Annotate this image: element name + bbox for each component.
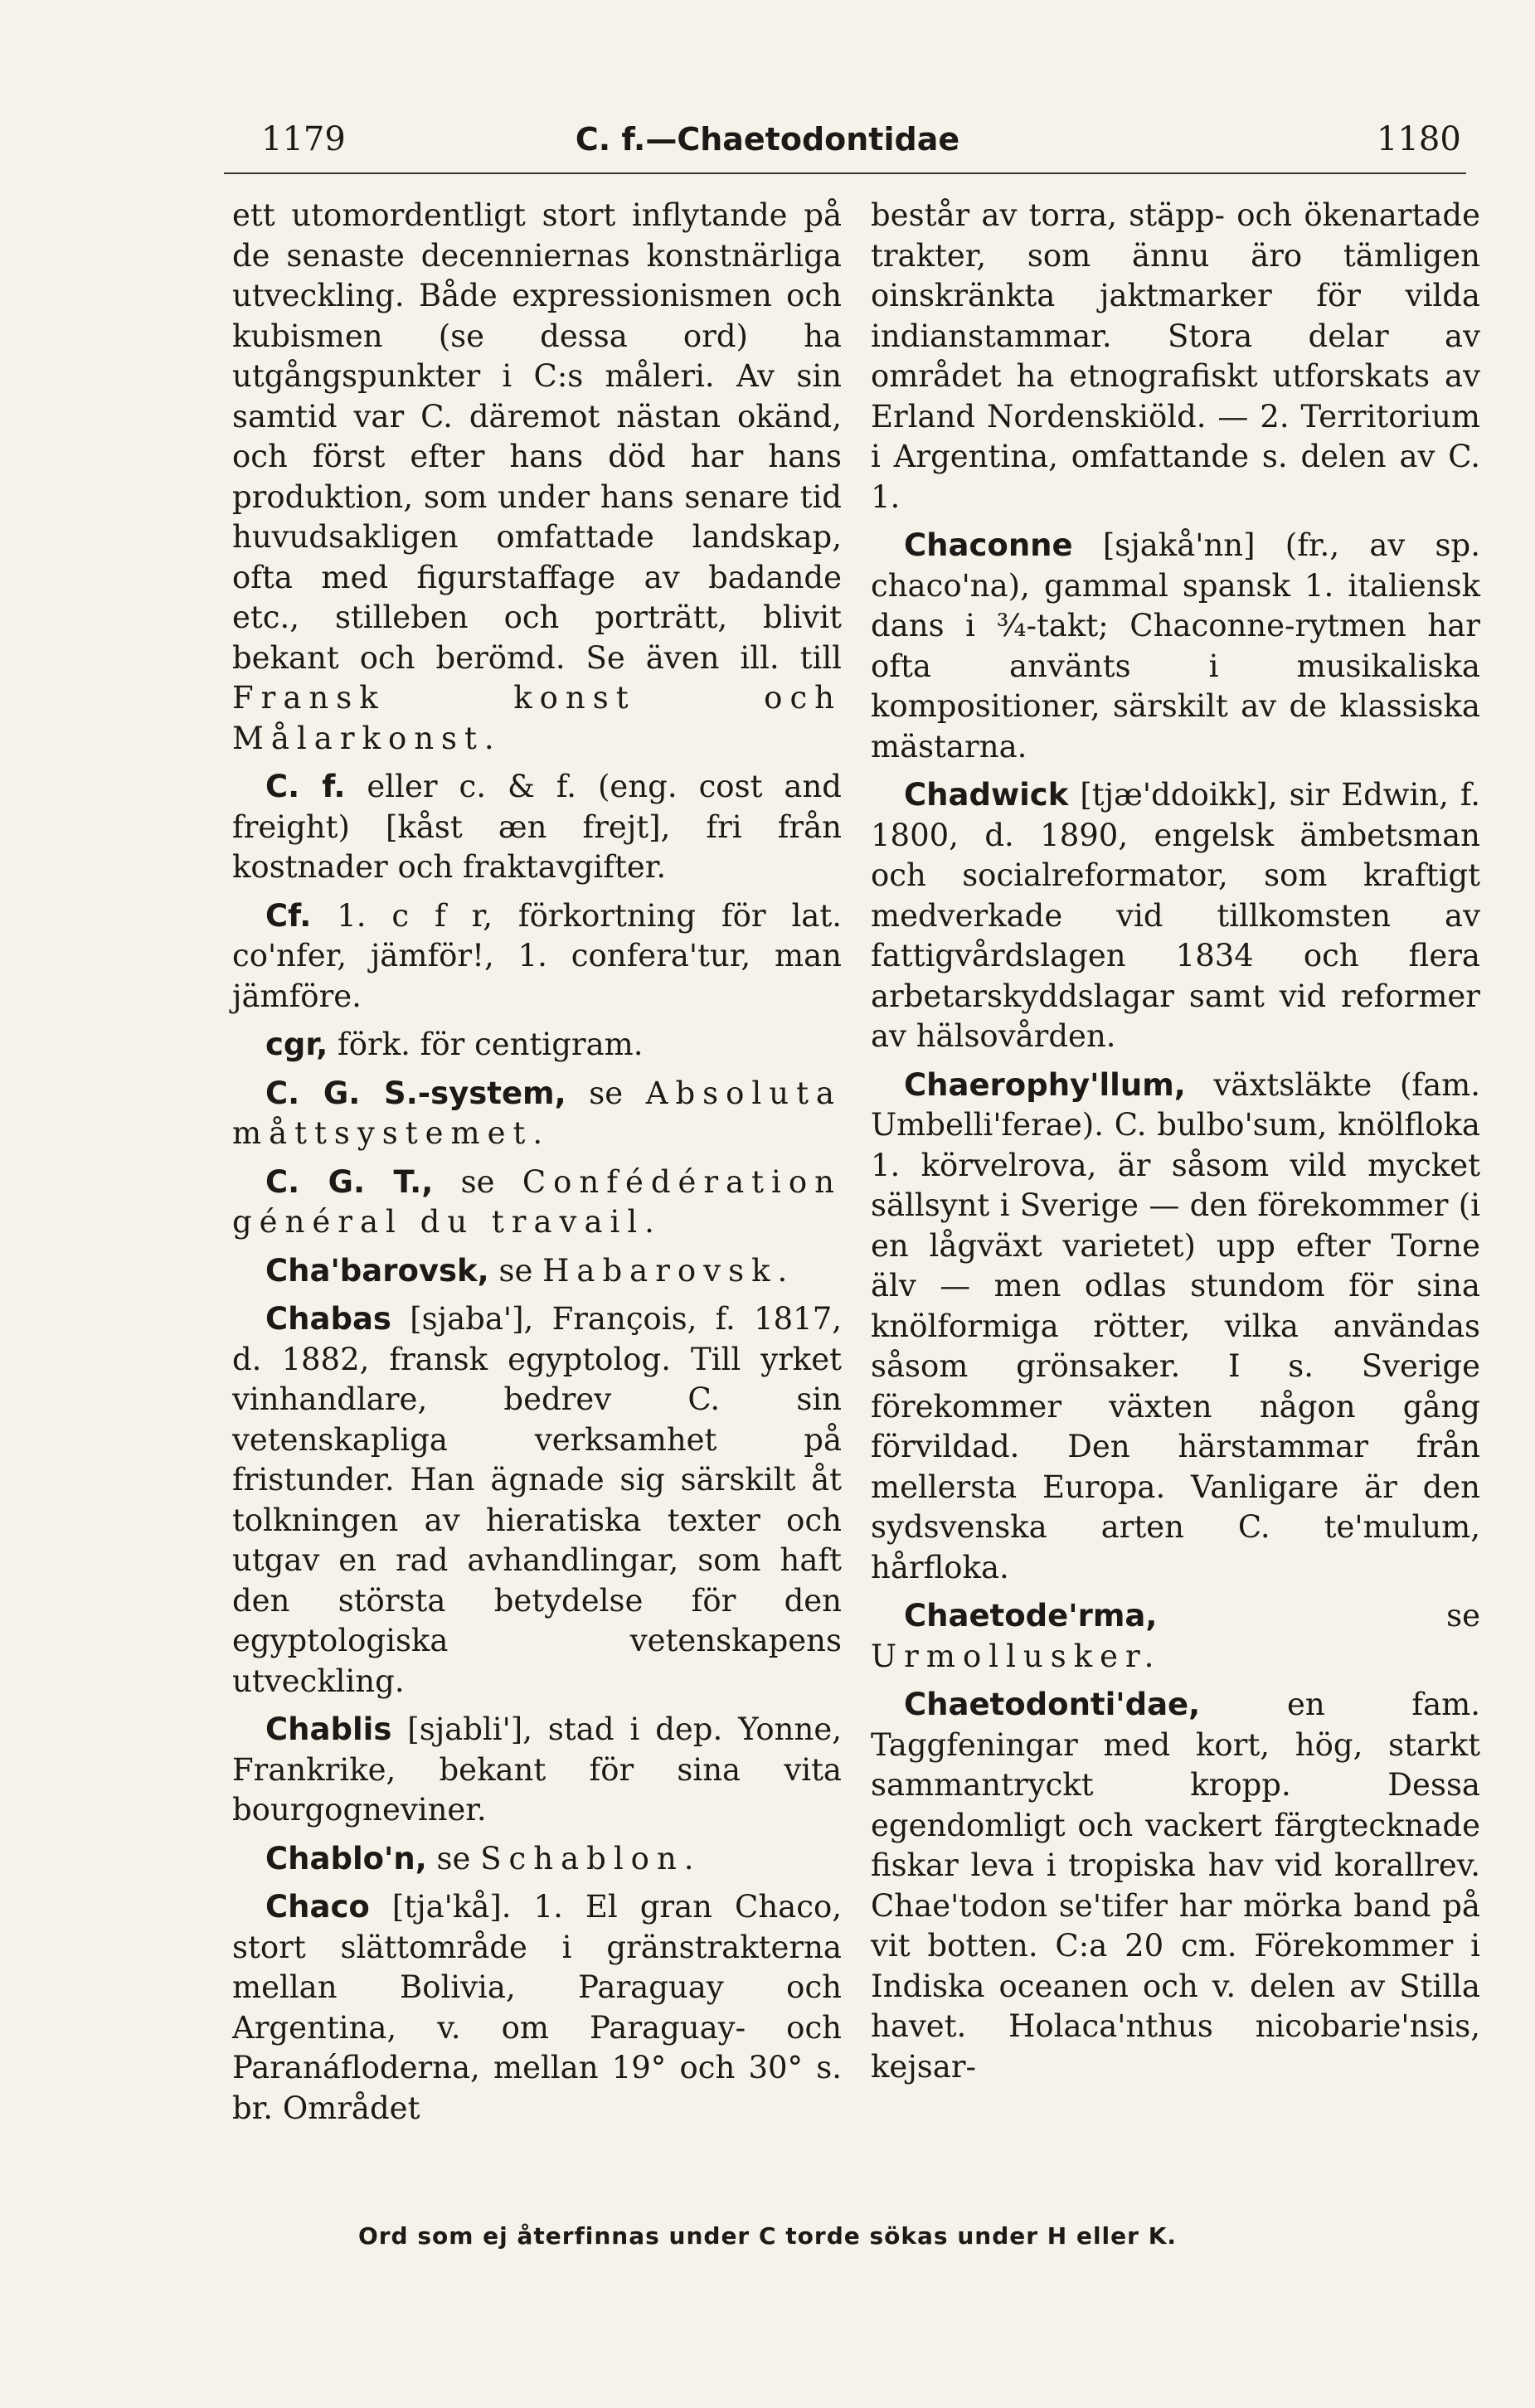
entry-chabas: Chabas [sjaba'], François, f. 1817, d. 1882, fransk egyptolog. Till yrket vinhandlare, bedrev C. sin vetenskapliga verksamhet på fristunder. Han ägnade sig särskilt åt tolkningen av hieratiska texter och utgav en rad avhandlingar, som haft den största betydelse för den egyptologiska vetenskapens utveckling. [232, 1301, 842, 1699]
headword: Chaetode'rma, [904, 1598, 1158, 1634]
entry-chablis: Chablis [sjabli'], stad i dep. Yonne, Frankrike, bekant för sina vita bourgogneviner. [232, 1711, 842, 1828]
headword: Cf. [265, 897, 312, 934]
page-number-right: 1180 [1377, 120, 1461, 158]
headword: Chaconne [904, 527, 1073, 563]
headword: Chaetodonti'dae, [904, 1687, 1201, 1722]
headword: Chaco [265, 1889, 370, 1925]
running-head: C. f.—Chaetodontidae [575, 121, 960, 158]
cross-reference: Fransk konst och Målarkonst. [232, 680, 842, 756]
headword: Chablo'n, [265, 1840, 427, 1876]
headword: Chaerophy'llum, [904, 1066, 1186, 1103]
right-column [871, 196, 1480, 2095]
entry-chaco: Chaco [tja'kå]. 1. El gran Chaco, stort slättområde i gränstrakterna mellan Bolivia, Paraguay och Argentina, v. om Paraguay- och Paranáfloderna, mellan 19° och 30° s. br. Området [232, 1889, 842, 2126]
entry-chadwick: Chadwick [tjæ'ddoikk], sir Edwin, f. 1800, d. 1890, engelsk ämbetsman och socialreformator, som kraftigt medverkade vid tillkomsten av fattigvårdslagen 1834 och flera arbetarskyddslagar samt vid reformer av hälsovården. [871, 777, 1480, 1054]
entry-cgs-system: C. G. S.-system, se Absoluta måttsystemet. [232, 1075, 842, 1151]
cross-reference: Absoluta måttsystemet. [232, 1075, 842, 1151]
headword: Chadwick [904, 777, 1069, 813]
entry-cgr: cgr, förk. för centigram. [265, 1027, 644, 1062]
entry-cf: Cf. 1. c f r, förkortning för lat. co'nfer, jämför!, 1. confera'tur, man jämföre. [232, 897, 842, 1014]
cross-reference: Habarovsk. [542, 1252, 795, 1289]
headword: cgr, [265, 1027, 328, 1062]
cross-reference: Schablon. [480, 1840, 702, 1876]
entry-chaetodontidae: Chaetodonti'dae, en fam. Taggfeningar med kort, hög, starkt sammantryckt kropp. Dessa egendomligt och vackert färgtecknade fiskar leva i tropiska hav vid korallrev. Chae'todon se'tifer har mörka band på vit botten. C:a 20 cm. Förekommer i Indiska oceanen och v. delen av Stilla havet. Holaca'nthus nicobarie'nsis, kejsar- [871, 1687, 1480, 2085]
entry-chaetoderma: Chaetode'rma, se Urmollusker. [871, 1598, 1480, 1674]
page-number-left: 1179 [261, 120, 346, 158]
entry-chaconne: Chaconne [sjakå'nn] (fr., av sp. chaco'na), gammal spansk 1. italiensk dans i ¾-takt; Chaconne-rytmen har ofta använts i musikaliska kompositioner, särskilt av de klassiska mästarna. [871, 527, 1480, 765]
entry-chablon: Chablo'n, se Schablon. [265, 1840, 702, 1876]
entry-cgt: C. G. T., se Confédération général du travail. [232, 1163, 842, 1240]
headword: C. G. T., [265, 1163, 434, 1200]
footer-note: Ord som ej återfinnas under C torde sökas under H eller K. [357, 2222, 1178, 2250]
entry-chabarovsk: Cha'barovsk, se Habarovsk. [265, 1252, 795, 1289]
entry-continued-cezanne: ett utomordentligt stort inflytande på de senaste decenniernas konstnärliga utveckling. Både expressionismen och kubismen (se dessa ord) ha utgångspunkter i C:s måleri. Av sin samtid var C. däremot nästan okänd, och först efter hans död har hans produktion, som under hans senare tid huvudsakligen omfattade landskap, ofta med figurstaffage av badande etc., stilleben och porträtt, blivit bekant och berömd. Se även ill. till Fransk konst och Målarkonst. [232, 197, 842, 756]
cross-reference: Confédération général du travail. [232, 1163, 842, 1240]
left-column [232, 196, 842, 2137]
headword: Cha'barovsk, [265, 1252, 489, 1289]
entry-cf-freight: C. f. eller c. & f. (eng. cost and freight) [kåst æn frejt], fri från kostnader och fraktavgifter. [232, 769, 842, 885]
entry-chaerophyllum: Chaerophy'llum, växtsläkte (fam. Umbelli'ferae). C. bulbo'sum, knölfloka 1. körvelrova, är såsom vild mycket sällsynt i Sverige — den förekommer (i en lågväxt varietet) upp efter Torne älv — men odlas stundom för sina knölformiga rötter, vilka användas såsom grönsaker. I s. Sverige förekommer växten någon gång förvildad. Den härstammar från mellersta Europa. Vanligare är den sydsvenska arten C. te'mulum, hårfloka. [871, 1066, 1480, 1585]
headword: Chablis [265, 1711, 392, 1747]
cross-reference: Urmollusker. [871, 1638, 1162, 1674]
headword: C. G. S.-system, [265, 1075, 566, 1111]
headword: C. f. [265, 769, 346, 804]
header-rule [224, 172, 1466, 174]
headword: Chabas [265, 1301, 391, 1337]
entry-continued-chaco: består av torra, stäpp- och ökenartade trakter, som ännu äro tämligen oinskränkta jaktmarker för vilda indianstammar. Stora delar av området ha etnografiskt utforskats av Erland Nordenskiöld. — 2. Territorium i Argentina, omfattande s. delen av C. 1. [871, 197, 1480, 515]
